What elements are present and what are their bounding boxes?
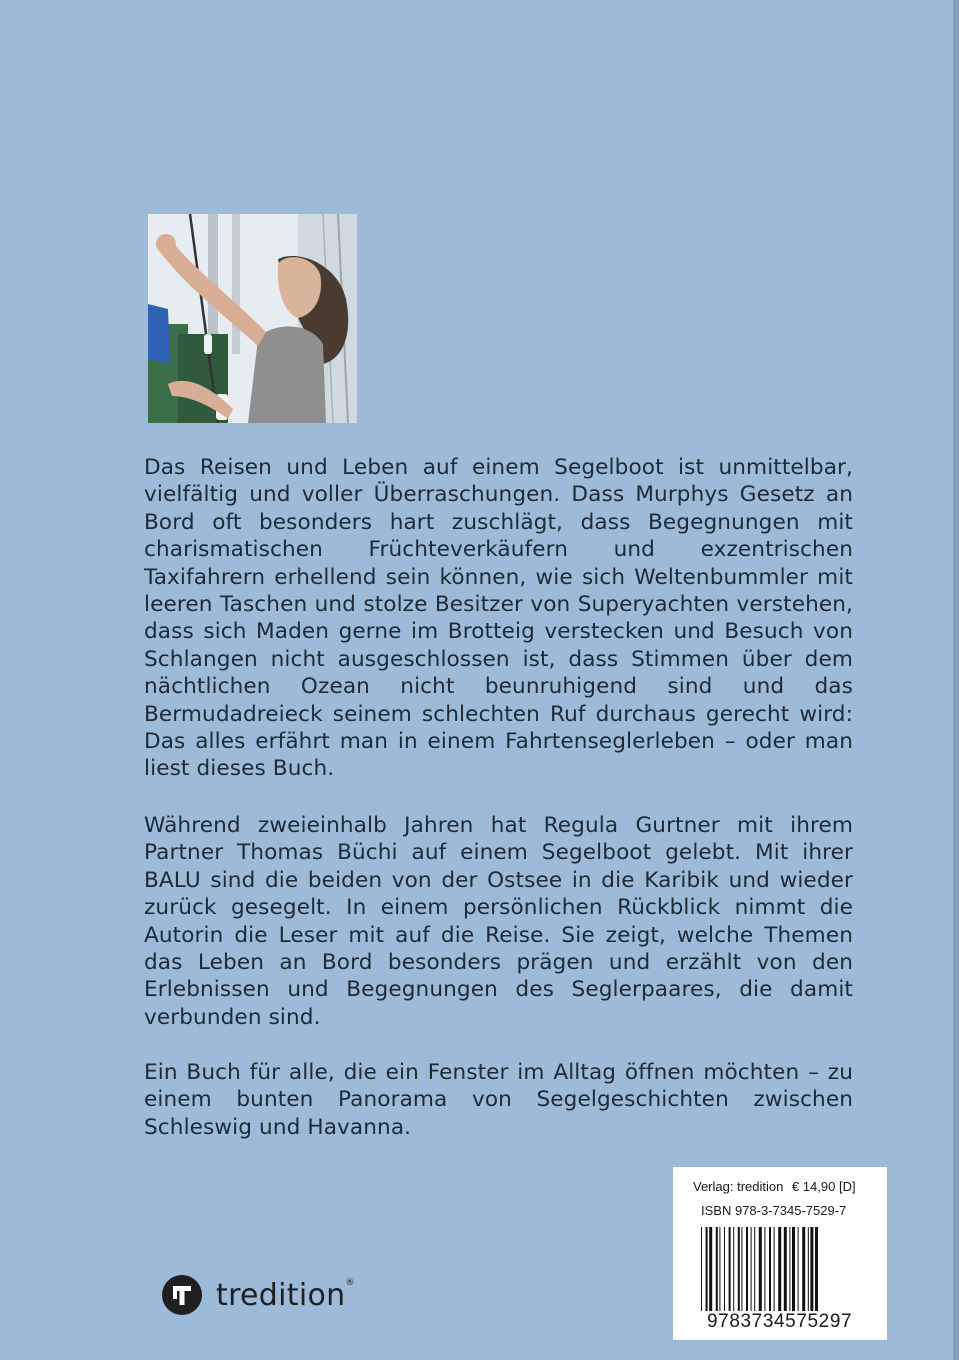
barcode-bar <box>789 1227 790 1311</box>
author-photo <box>148 214 357 423</box>
barcode-bar <box>759 1227 762 1311</box>
blurb-paragraph-3-text: Ein Buch für alle, die ein Fenster im Alltag öffnen möchten – zu einem bunten Panorama von Segelgeschichten zwischen Schleswig und Havanna. <box>144 1060 853 1140</box>
blurb-paragraph-1-text: Das Reisen und Leben auf einem Segelboot ist unmittelbar, vielfältig und voller Überraschungen. Dass Murphys Gesetz an Bord oft besonders hart zuschlägt, dass Begegnungen mit charismatischen Früchteverkäufern und exzentrischen Taxifahrern erhellend sein können, wie sich Weltenbummler mit leeren Taschen und stolze Besitzer von Superyachten verstehen, dass sich Maden gerne im Brotteig verstecken und Besuch von Schlangen nicht ausgeschlossen ist, dass Stimmen über dem nächtlichen Ozean nicht beunruhigend sind und das Bermudadreieck seinem schlechten Ruf durchaus gerecht wird: Das alles erfährt man in einem Fahrtenseglerleben – oder man liest dieses Buch. <box>144 455 853 782</box>
barcode-bar <box>751 1227 752 1311</box>
barcode-box <box>673 1167 887 1340</box>
spine-edge <box>953 0 959 1360</box>
registered-mark: ® <box>345 1277 355 1288</box>
blurb-paragraph-2 <box>144 812 853 1031</box>
blurb-paragraph-2-text: Während zweieinhalb Jahren hat Regula Gurtner mit ihrem Partner Thomas Büchi auf einem Segelboot gelebt. Mit ihrer BALU sind die beiden von der Ostsee in die Karibik und wieder zurück gesegelt. In einem persönlichen Rückblick nimmt die Autorin die Leser mit auf die Reise. Sie zeigt, welche Themen das Leben an Bord besonders prägen und erzählt von den Erlebnissen und Begegnungen des Seglerpaares, die damit verbunden sind. <box>144 813 853 1030</box>
barcode-bar <box>716 1227 718 1311</box>
barcode-bar <box>709 1227 712 1311</box>
barcode-bars <box>701 1227 859 1311</box>
barcode-bar <box>769 1227 771 1311</box>
blurb-paragraph-1 <box>144 454 853 783</box>
barcode-bar <box>792 1227 795 1311</box>
barcode-bar <box>798 1227 799 1311</box>
tredition-logo-icon <box>162 1275 202 1315</box>
barcode-bar <box>808 1227 809 1311</box>
barcode-bar <box>754 1227 755 1311</box>
sailing-woman-photo-icon <box>148 214 357 423</box>
publisher-logo <box>162 1274 355 1316</box>
barcode-bar <box>719 1227 720 1311</box>
barcode-bar <box>701 1227 702 1311</box>
barcode-bar <box>738 1227 740 1311</box>
barcode-bar <box>784 1227 787 1311</box>
barcode-bar <box>810 1227 813 1311</box>
publisher-logo-text: tredition® <box>216 1277 355 1313</box>
blurb-paragraph-3 <box>144 1059 853 1141</box>
barcode-bar <box>724 1227 725 1311</box>
barcode-bar <box>802 1227 805 1311</box>
barcode-bar <box>741 1227 742 1311</box>
barcode-bar <box>764 1227 765 1311</box>
barcode-bar <box>733 1227 734 1311</box>
barcode-bar <box>815 1227 818 1311</box>
barcode-bar <box>729 1227 731 1311</box>
barcode-bar <box>706 1227 708 1311</box>
barcode-bar <box>746 1227 748 1311</box>
ean-number: 9783734575297 <box>707 1311 853 1332</box>
barcode-bar <box>778 1227 781 1311</box>
price: € 14,90 [D] <box>791 1179 856 1194</box>
publisher-name: Verlag: tredition <box>693 1179 784 1194</box>
barcode-bar <box>774 1227 775 1311</box>
isbn: ISBN 978-3-7345-7529-7 <box>701 1203 847 1218</box>
publisher-price-line <box>693 1179 861 1194</box>
